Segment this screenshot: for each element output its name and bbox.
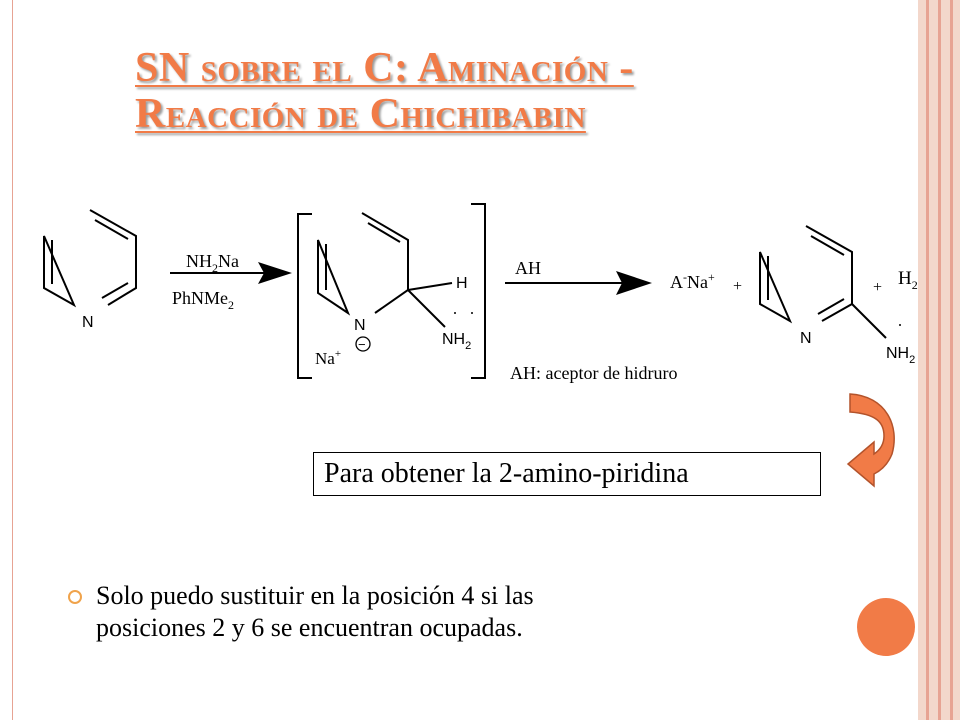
- intermediate-nitrogen-label: N: [354, 317, 366, 334]
- bullet-item: [68, 580, 748, 644]
- product-ring: [760, 226, 852, 321]
- callout-box: Para obtener la 2-amino-piridina: [313, 452, 821, 496]
- plus-sign: +: [733, 278, 743, 295]
- step-2-reagent: AH: [515, 258, 541, 278]
- curved-arrow-icon: [840, 390, 910, 490]
- hydrogen-gas-label: $H_2$: [898, 268, 918, 292]
- product-amino-label: $NH_2$: [886, 345, 916, 366]
- product-double-bonds: [768, 236, 844, 314]
- pyridine-nitrogen-label: N: [82, 314, 94, 331]
- bullet-text-line-2: posiciones 2 y 6 se encuentran ocupadas.: [96, 613, 523, 642]
- negative-charge-sign: −: [358, 337, 366, 352]
- product-amino-bond: [852, 304, 886, 338]
- bracket-right: [471, 204, 485, 378]
- pyridine-ring: [44, 210, 136, 305]
- pyridine-double-bonds: [52, 220, 128, 298]
- plus-sign: +: [873, 279, 883, 296]
- reagent-1: $NH_2Na$: [186, 251, 239, 275]
- bullet-text-line-1: Solo puedo sustituir en la posición 4 si las: [96, 581, 534, 610]
- intermediate-hydrogen-label: H: [456, 275, 468, 292]
- reagent-2: PhNMe$_2$: [172, 288, 235, 312]
- title-line-2: Reacción de Chichibabin: [135, 91, 586, 137]
- slide-title: [135, 45, 835, 137]
- dot-mark: [899, 324, 901, 326]
- product-nitrogen-label: N: [800, 330, 812, 347]
- intermediate-amino-label: $NH_2$: [442, 331, 472, 352]
- title-line-1: SN sobre el C: Aminación -: [135, 45, 634, 91]
- bullet-circle-icon: [68, 590, 82, 604]
- intermediate-double-bonds: [326, 223, 400, 290]
- intermediate-ring: [318, 213, 408, 313]
- product-byproduct: A-Na+: [670, 270, 715, 292]
- intermediate-sodium-label: Na+: [315, 348, 342, 368]
- reaction-scheme: [0, 180, 960, 400]
- intermediate-substituent-bonds: [408, 283, 452, 327]
- bracket-left: [298, 214, 312, 378]
- dot-mark: [471, 312, 473, 314]
- dot-mark: [454, 312, 456, 314]
- bullet-list: [68, 580, 748, 644]
- orange-dot-decoration: [857, 598, 915, 656]
- hydride-acceptor-note: AH: aceptor de hidruro: [510, 363, 678, 383]
